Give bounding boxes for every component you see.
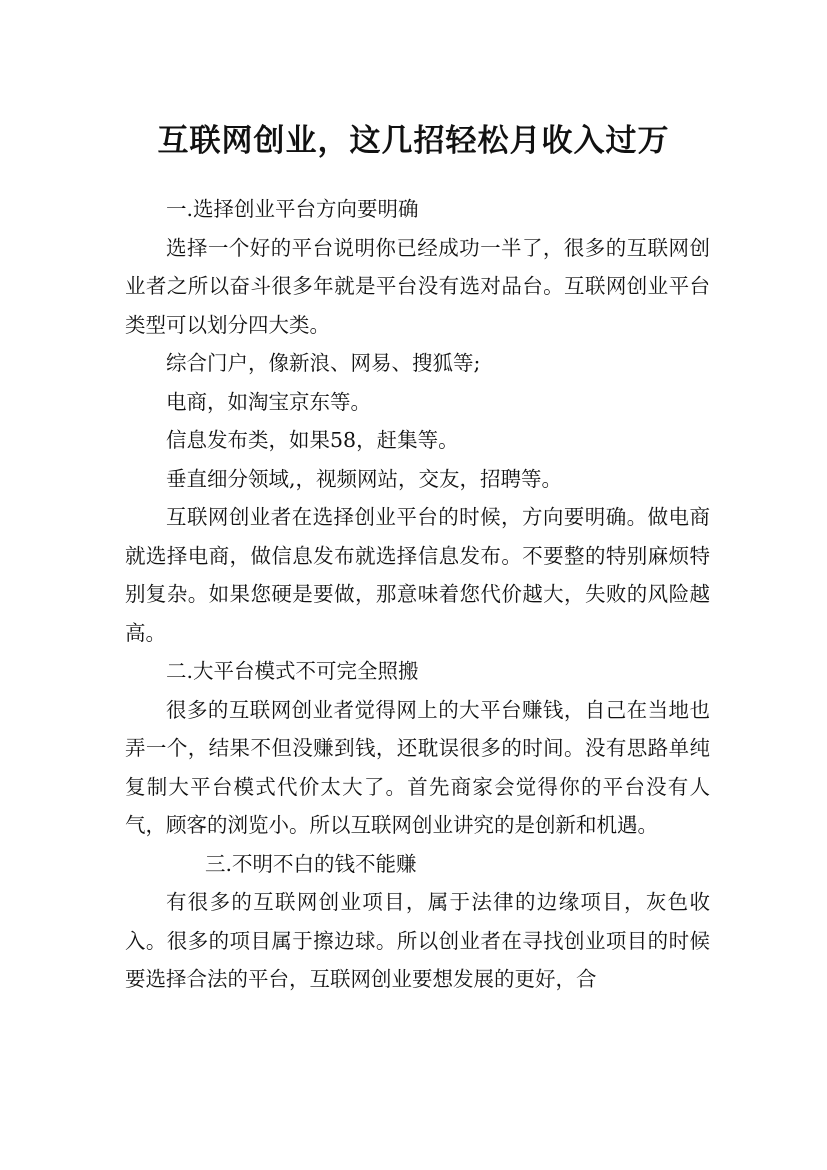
document-body [125,190,710,999]
section-3-body: 有很多的互联网创业项目，属于法律的边缘项目，灰色收入。很多的项目属于擦边球。所以创业者在寻找创业项目的时候要选择合法的平台，互联网创业要想发展的更好，合 [125,890,710,991]
section-2-body: 很多的互联网创业者觉得网上的大平台赚钱，自己在当地也弄一个，结果不但没赚到钱，还耽误很多的时间。没有思路单纯复制大平台模式代价太大了。首先商家会觉得你的平台没有人气，顾客的浏览小。所以互联网创业讲究的是创新和机遇。 [125,697,710,837]
document-title: 互联网创业，这几招轻松月收入过万 [157,122,670,159]
section-1-heading: 一.选择创业平台方向要明确 [166,197,419,221]
section-1-conclusion: 互联网创业者在选择创业平台的时候，方向要明确。做电商就选择电商，做信息发布就选择信息发布。不要整的特别麻烦特别复杂。如果您硬是要做，那意味着您代价越大，失败的风险越高。 [125,505,710,645]
section-2-heading: 二.大平台模式不可完全照搬 [166,659,419,683]
platform-type-item: 电商，如淘宝京东等。 [166,389,371,414]
section-3-heading: 三.不明不白的钱不能赚 [205,851,417,876]
platform-type-item: 综合门户，像新浪、网易、搜狐等; [166,351,481,375]
section-1-intro: 选择一个好的平台说明你已经成功一半了，很多的互联网创业者之所以奋斗很多年就是平台没有选对品台。互联网创业平台类型可以划分四大类。 [125,235,710,337]
platform-type-item: 垂直细分领域,，视频网站，交友，招聘等。 [166,466,563,491]
platform-type-item: 信息发布类，如果58，赶集等。 [166,428,459,452]
